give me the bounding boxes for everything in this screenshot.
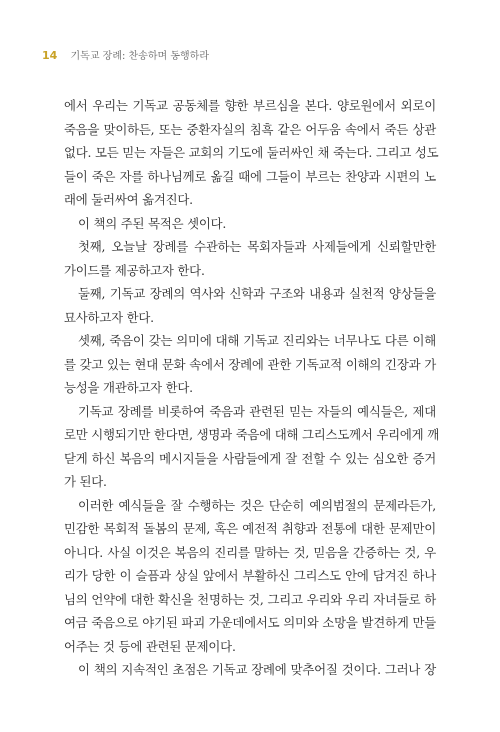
text-line: 민감한 목회적 돌봄의 문제, 혹은 예전적 취향과 전통에 대한 문제만이 [64, 521, 436, 536]
text-line: 를 갖고 있는 현대 문화 속에서 장례에 관한 기독교적 이해의 긴장과 가 [64, 356, 436, 372]
text-line: 에서 우리는 기독교 공동체를 향한 부르심을 본다. 양로원에서 외로이 [64, 98, 436, 113]
text-line: 로만 시행되기만 한다면, 생명과 죽음에 대해 그리스도께서 우리에게 깨 [64, 427, 439, 442]
text-line: 리가 당한 이 슬픔과 상실 앞에서 부활하신 그리스도 안에 담겨진 하나 [64, 568, 436, 583]
text-line: 첫째, 오늘날 장례를 수관하는 목회자들과 사제들에게 신뢰할만한 [78, 239, 436, 254]
body-text [64, 94, 439, 682]
text-line: 묘사하고자 한다. [64, 309, 154, 325]
text-line: 들이 죽은 자를 하나님께로 옮길 때에 그들이 부르는 찬양과 시편의 노 [64, 168, 436, 184]
text-line: 가이드를 제공하고자 한다. [64, 262, 205, 278]
text-line: 어주는 것 등에 관련된 문제이다. [64, 638, 236, 654]
text-line: 죽음을 맞이하든, 또는 중환자실의 침흑 같은 어두움 속에서 죽든 상관 [64, 121, 436, 137]
text-line: 아니다. 사실 이것은 복음의 진리를 말하는 것, 믿음을 간증하는 것, 우 [64, 544, 436, 560]
text-line: 이 책의 지속적인 초점은 기독교 장례에 맞추어질 것이다. 그러나 장 [78, 662, 436, 677]
text-line: 닫게 하신 복음의 메시지들을 사람들에게 잘 전할 수 있는 심오한 증거 [64, 450, 436, 466]
running-head [42, 47, 209, 62]
chapter-title: 기독교 장례: 찬송하며 동행하라 [70, 51, 209, 62]
text-line: 능성을 개관하고자 한다. [64, 380, 193, 395]
text-line: 셋째, 죽음이 갖는 의미에 대해 기독교 진리와는 너무나도 다른 이해 [78, 333, 436, 348]
text-line: 둘째, 기독교 장례의 역사와 신학과 구조와 내용과 실천적 양상들을 [78, 286, 436, 301]
text-line: 기독교 장례를 비롯하여 죽음과 관련된 믿는 자들의 예식들은, 제대 [78, 403, 436, 419]
text-line: 이 책의 주된 목적은 셋이다. [78, 215, 227, 231]
text-line: 없다. 모든 믿는 자들은 교회의 기도에 둘러싸인 채 죽는다. 그리고 성도 [64, 145, 439, 160]
page-number: 14 [42, 49, 58, 62]
text-line: 이러한 예식들을 잘 수행하는 것은 단순히 예의범절의 문제라든가, [78, 497, 436, 513]
text-line: 래에 둘러싸여 옮겨진다. [64, 192, 193, 207]
text-line: 가 된다. [64, 474, 107, 489]
text-line: 여금 죽음으로 야기된 파괴 가운데에서도 의미와 소망을 발견하게 만들 [64, 615, 436, 630]
text-line: 님의 언약에 대한 확신을 천명하는 것, 그리고 우리와 우리 자녀들로 하 [64, 591, 436, 607]
